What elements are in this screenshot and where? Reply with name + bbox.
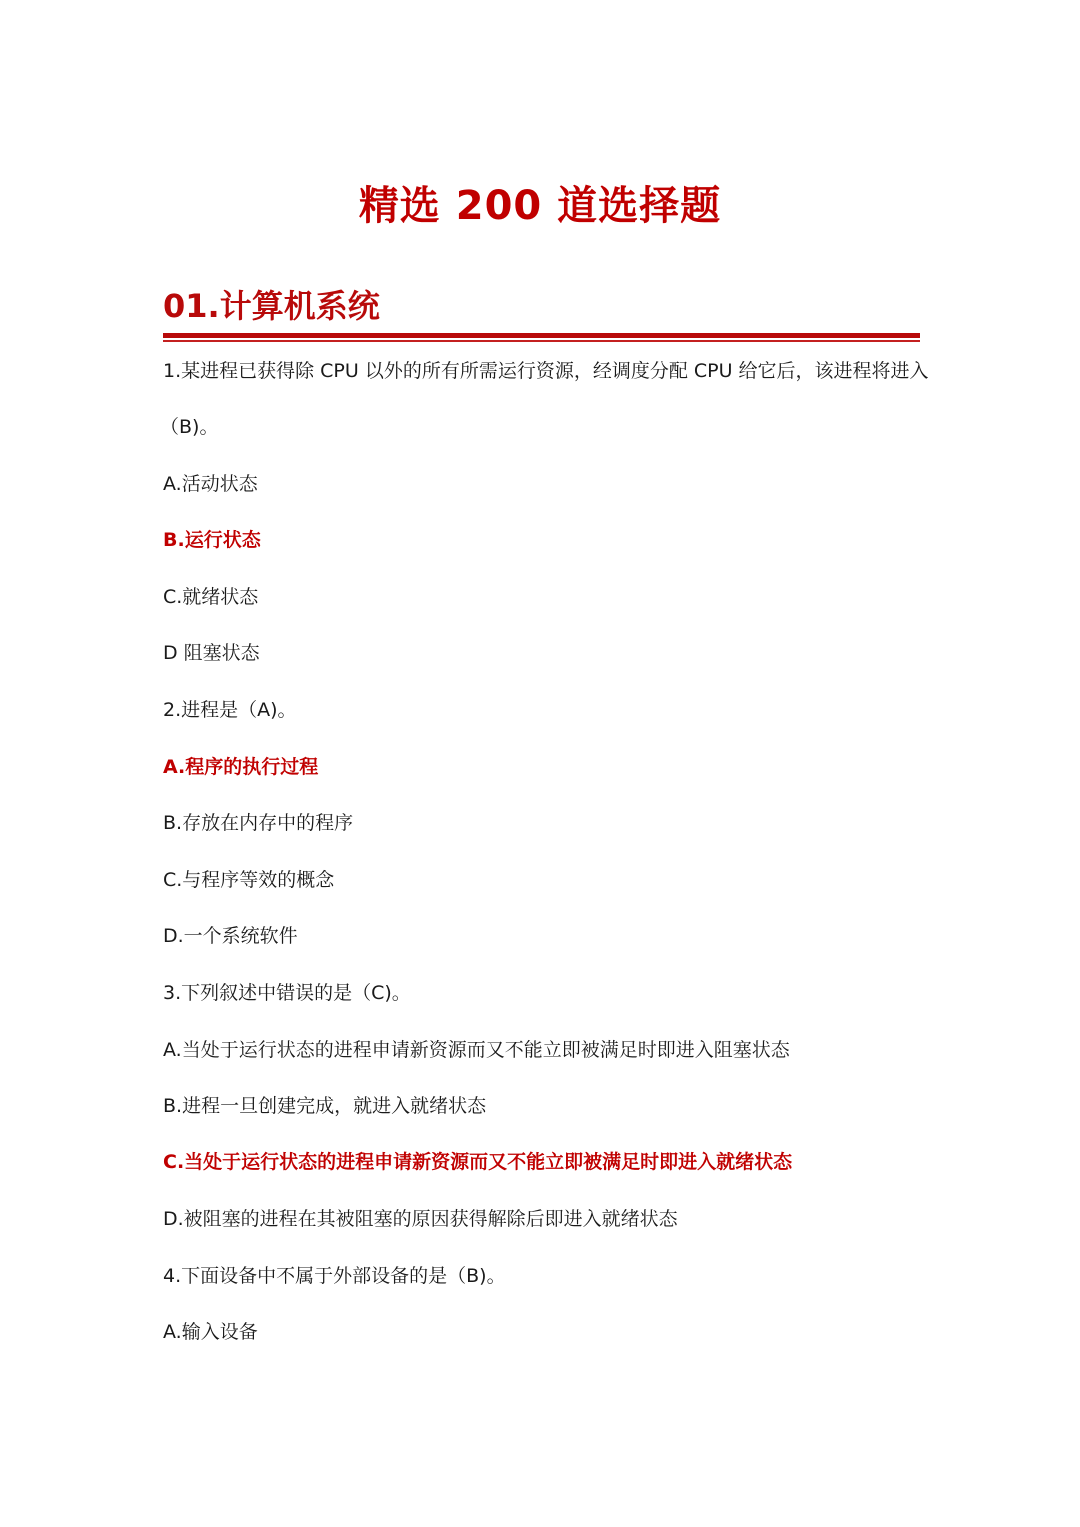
- question-1-text-cont: （B)。: [160, 416, 219, 438]
- question-2-option-a-answer: A.程序的执行过程: [163, 756, 319, 778]
- question-3-option-d: D.被阻塞的进程在其被阻塞的原因获得解除后即进入就绪状态: [163, 1208, 678, 1230]
- question-2-option-b: B.存放在内存中的程序: [163, 812, 354, 834]
- question-1-option-a: A.活动状态: [163, 473, 258, 495]
- question-4-option-a: A.输入设备: [163, 1321, 258, 1343]
- question-3-option-b: B.进程一旦创建完成，就进入就绪状态: [163, 1095, 487, 1117]
- question-1-option-b-answer: B.运行状态: [163, 529, 261, 551]
- divider-thin-line: [163, 340, 920, 342]
- question-2-option-d: D.一个系统软件: [163, 925, 298, 947]
- question-3-option-a: A.当处于运行状态的进程申请新资源而又不能立即被满足时即进入阻塞状态: [163, 1039, 790, 1061]
- question-3-option-c-answer: C.当处于运行状态的进程申请新资源而又不能立即被满足时即进入就绪状态: [163, 1151, 793, 1173]
- question-2-option-c: C.与程序等效的概念: [163, 869, 335, 891]
- question-3-text: 3.下列叙述中错误的是（C)。: [163, 982, 411, 1004]
- question-1-text: 1.某进程已获得除 CPU 以外的所有所需运行资源，经调度分配 CPU 给它后，该进程将进入: [163, 360, 929, 382]
- question-1-option-d: D 阻塞状态: [163, 642, 260, 664]
- page-title: 精选 200 道选择题: [358, 183, 722, 229]
- section-heading: 01.计算机系统: [163, 287, 380, 325]
- question-4-text: 4.下面设备中不属于外部设备的是（B)。: [163, 1265, 506, 1287]
- section-divider: [163, 333, 920, 343]
- divider-thick-line: [163, 333, 920, 338]
- question-2-text: 2.进程是（A)。: [163, 699, 297, 721]
- question-1-option-c: C.就绪状态: [163, 586, 259, 608]
